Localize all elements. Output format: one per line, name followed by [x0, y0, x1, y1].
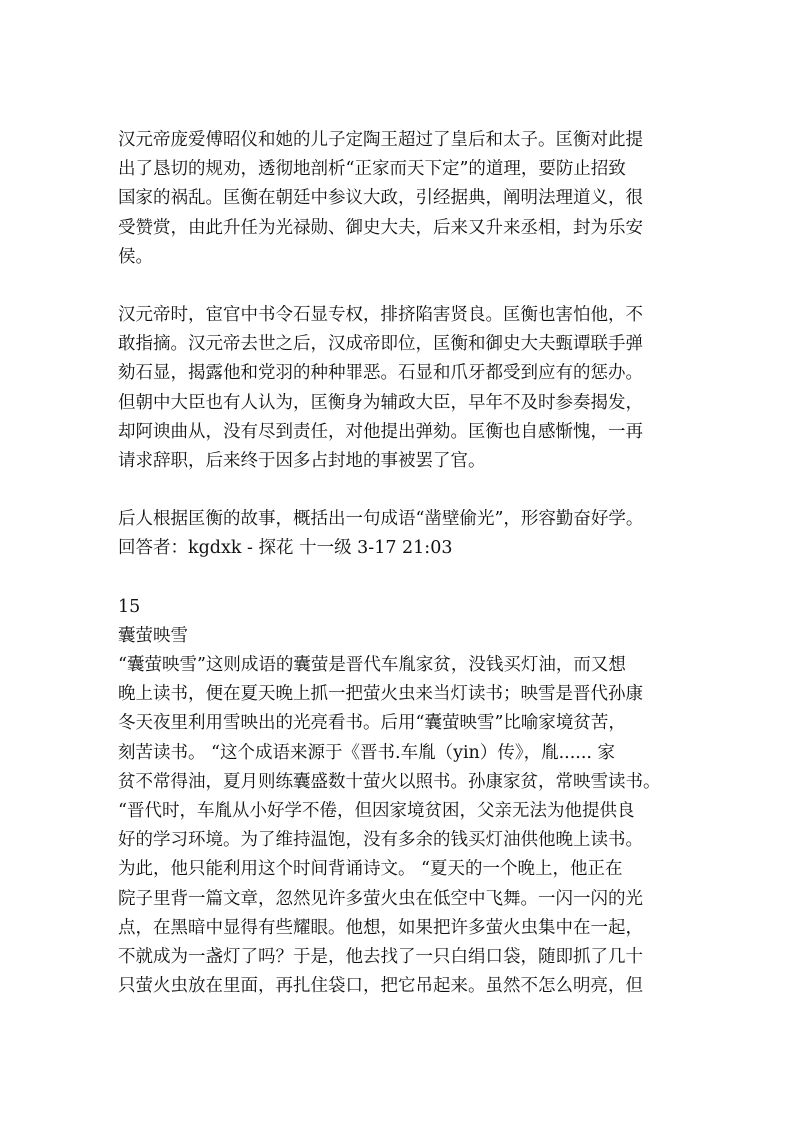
text-line: “囊萤映雪”这则成语的囊萤是晋代车胤家贫，没钱买灯油，而又想	[118, 655, 626, 676]
document-page	[118, 126, 684, 1001]
section-title: 囊萤映雪	[118, 625, 188, 646]
text-line: 受赞赏，由此升任为光禄勋、御史大夫，后来又升来丞相，封为乐安	[118, 217, 643, 238]
text-line: 国家的祸乱。匡衡在朝廷中参议大政，引经据典，阐明法理道义，很	[118, 188, 643, 209]
answerer-line: 回答者：kgdxk - 探花 十一级 3-17 21:03	[118, 538, 453, 559]
text-line: 却阿谀曲从，没有尽到责任，对他提出弹劾。匡衡也自感惭愧，一再	[118, 421, 643, 442]
text-line: 只萤火虫放在里面，再扎住袋口，把它吊起来。虽然不怎么明亮，但	[118, 976, 643, 997]
text-line: 汉元帝庞爱傅昭仪和她的儿子定陶王超过了皇后和太子。匡衡对此提	[118, 130, 643, 150]
text-line: 劾石显，揭露他和党羽的种种罪恶。石显和爪牙都受到应有的惩办。	[118, 363, 643, 384]
text-line: 侯。	[118, 246, 153, 267]
text-line: 敢指摘。汉元帝去世之后，汉成帝即位，匡衡和御史大夫甄谭联手弹	[118, 334, 643, 355]
paragraph-gap	[118, 272, 684, 301]
text-line: 不就成为一盏灯了吗？于是，他去找了一只白绢口袋，随即抓了几十	[118, 947, 643, 968]
text-line: 点，在黑暗中显得有些耀眼。他想，如果把许多萤火虫集中在一起，	[118, 917, 643, 938]
text-line: 院子里背一篇文章，忽然见许多萤火虫在低空中飞舞。一闪一闪的光	[118, 888, 643, 909]
text-line: 出了恳切的规劝，透彻地剖析“正家而天下定”的道理，要防止招致	[118, 159, 626, 180]
text-line: “晋代时，车胤从小好学不倦，但因家境贫困，父亲无法为他提供良	[118, 801, 635, 822]
text-line: 后人根据匡衡的故事，概括出一句成语“凿壁偷光”，形容勤奋好学。	[118, 509, 644, 530]
paragraph-gap	[118, 564, 684, 593]
text-line: 刻苦读书。 “这个成语来源于《晋书.车胤（yin）传》，胤...... 家	[118, 742, 616, 763]
text-line: 汉元帝时，宦官中书令石显专权，排挤陷害贤良。匡衡也害怕他，不	[118, 305, 643, 326]
text-line: 为此，他只能利用这个时间背诵诗文。 “夏天的一个晚上，他正在	[118, 859, 623, 880]
text-line: 贫不常得油，夏月则练囊盛数十萤火以照书。孙康家贫，常映雪读书。	[118, 771, 661, 792]
text-line: 好的学习环境。为了维持温饱，没有多余的钱买灯油供他晚上读书。	[118, 830, 643, 851]
paragraph-gap	[118, 476, 684, 505]
paragraph-2	[118, 301, 684, 476]
section-number: 15	[118, 596, 141, 617]
paragraph-4	[118, 651, 684, 1001]
paragraph-3	[118, 505, 684, 563]
paragraph-1	[118, 126, 684, 272]
text-line: 但朝中大臣也有人认为，匡衡身为辅政大臣，早年不及时参奏揭发，	[118, 392, 643, 413]
section-header	[118, 593, 684, 651]
text-line: 晚上读书，便在夏天晚上抓一把萤火虫来当灯读书；映雪是晋代孙康	[118, 684, 643, 705]
text-line: 冬天夜里利用雪映出的光亮看书。后用“囊萤映雪”比喻家境贫苦，	[118, 713, 626, 734]
text-line: 请求辞职，后来终于因多占封地的事被罢了官。	[118, 451, 486, 472]
